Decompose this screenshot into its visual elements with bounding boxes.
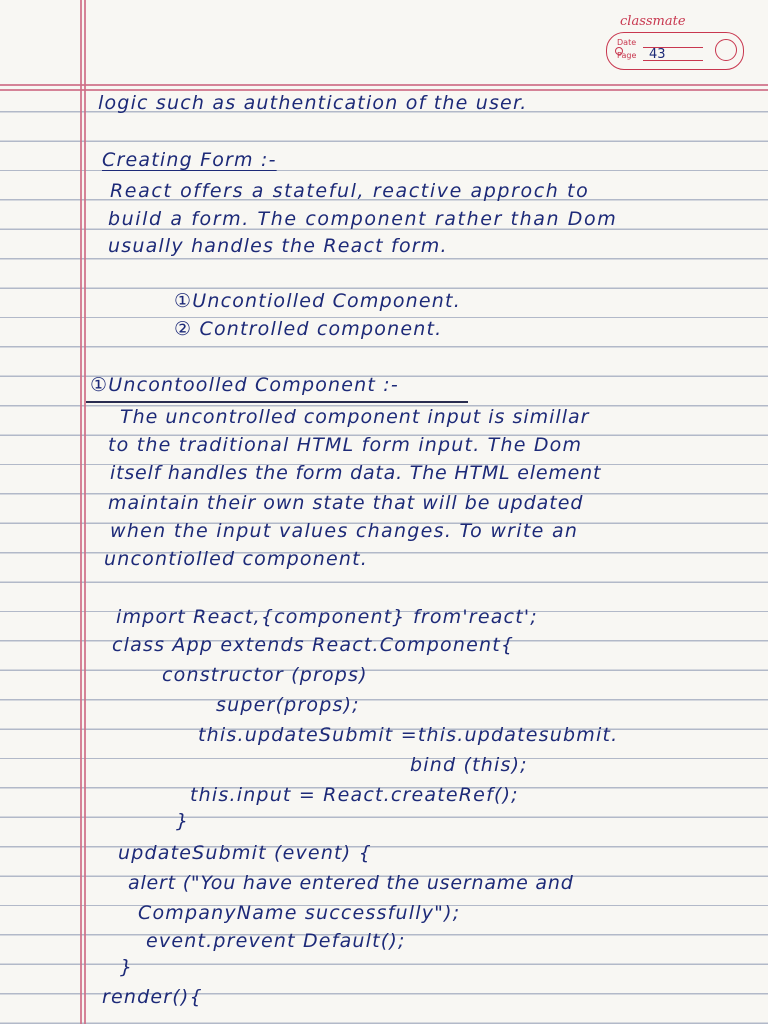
text-line: maintain their own state that will be updated bbox=[108, 492, 584, 514]
uncontrolled-component-heading: ①Uncontoolled Component :- bbox=[90, 374, 399, 396]
date-page-box bbox=[606, 32, 744, 70]
page-label: Page bbox=[617, 51, 637, 60]
text-line: when the input values changes. To write an bbox=[110, 520, 579, 542]
code-line: CompanyName successfully"); bbox=[138, 902, 461, 924]
code-line: render(){ bbox=[102, 986, 203, 1008]
page-number: 43 bbox=[649, 47, 666, 62]
text-line: The uncontrolled component input is simillar bbox=[120, 406, 590, 428]
text-line: logic such as authentication of the user. bbox=[98, 92, 528, 114]
text-line: itself handles the form data. The HTML element bbox=[110, 462, 602, 484]
creating-form-heading: Creating Form :- bbox=[102, 149, 277, 171]
brand-name: classmate bbox=[620, 14, 686, 29]
code-line: this.updateSubmit =this.updatesubmit. bbox=[198, 724, 619, 746]
date-label: Date bbox=[617, 38, 637, 47]
header-line bbox=[0, 84, 768, 86]
code-line: bind (this); bbox=[410, 754, 528, 776]
code-line: super(props); bbox=[216, 694, 360, 716]
text-line: React offers a stateful, reactive approch to bbox=[110, 180, 590, 202]
code-line: updateSubmit (event) { bbox=[118, 842, 372, 864]
list-item: ② Controlled component. bbox=[174, 318, 443, 340]
list-item: ①Uncontiolled Component. bbox=[174, 290, 461, 312]
code-line: alert ("You have entered the username and bbox=[128, 872, 574, 894]
text-line: usually handles the React form. bbox=[108, 235, 448, 257]
code-line: } bbox=[120, 956, 134, 978]
margin-line bbox=[84, 0, 86, 1024]
text-line: build a form. The component rather than Dom bbox=[108, 208, 618, 230]
code-line: constructor (props) bbox=[162, 664, 368, 686]
curl-icon bbox=[715, 39, 737, 61]
heading-underline bbox=[86, 401, 468, 403]
code-line: this.input = React.createRef(); bbox=[190, 784, 519, 806]
text-line: uncontiolled component. bbox=[104, 548, 369, 570]
text-line: to the traditional HTML form input. The Dom bbox=[108, 434, 583, 456]
code-line: import React,{component} from'react'; bbox=[116, 606, 538, 628]
margin-line bbox=[80, 0, 82, 1024]
classmate-logo bbox=[606, 10, 746, 80]
code-line: class App extends React.Component{ bbox=[112, 634, 515, 656]
code-line: } bbox=[176, 810, 190, 832]
code-line: event.prevent Default(); bbox=[146, 930, 406, 952]
